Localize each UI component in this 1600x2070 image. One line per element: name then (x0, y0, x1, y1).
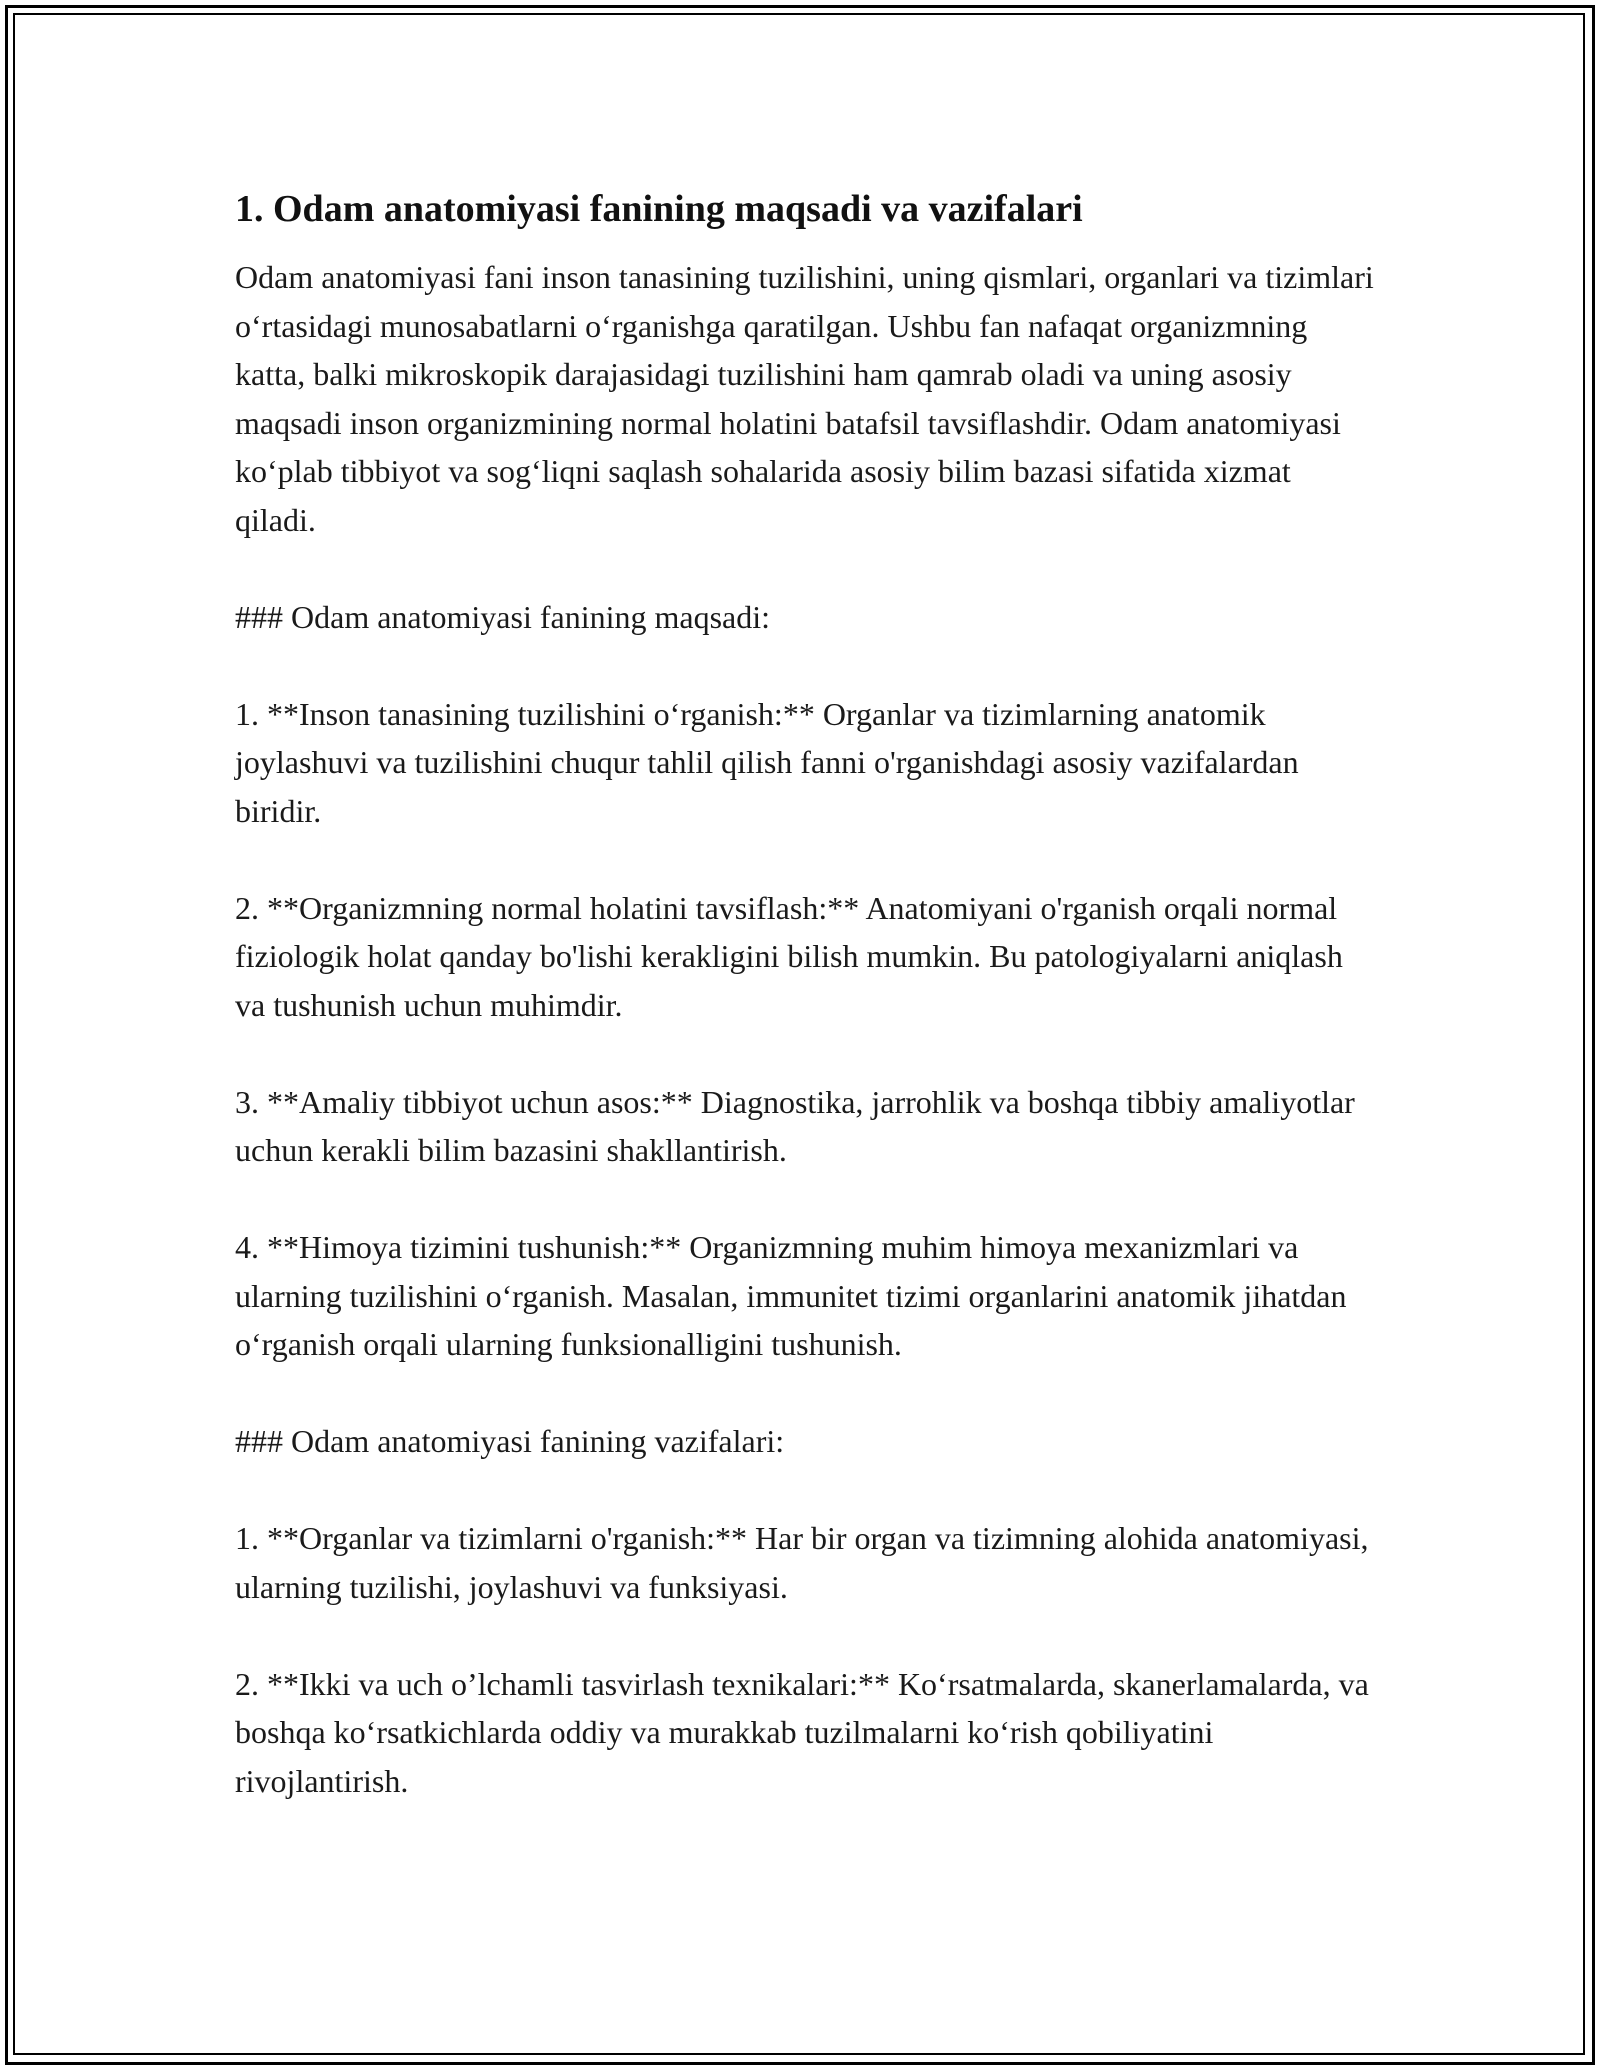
document-title: 1. Odam anatomiyasi fanining maqsadi va vazifalari (235, 188, 1083, 230)
task-item-2: 2. **Ikki va uch o’lchamli tasvirlash texnikalari:** Ko‘rsatmalarda, skanerlamalarda, va boshqa ko‘rsatkichlarda oddiy va murakkab tuzilmalarni ko‘rish qobiliyatini rivojlantirish. (235, 1665, 1369, 1799)
section-heading-tasks: ### Odam anatomiyasi fanining vazifalari: (235, 1423, 785, 1459)
task-item-1: 1. **Organlar va tizimlarni o'rganish:** Har bir organ va tizimning alohida anatomiyasi, ularning tuzilishi, joylashuvi va funksiyasi. (235, 1520, 1369, 1605)
goal-item-4: 4. **Himoya tizimini tushunish:** Organizmning muhim himoya mexanizmlari va ularning tuzilishini o‘rganish. Masalan, immunitet tizimi organlarini anatomik jihatdan o‘rganish orqali ularning funksionalligini tushunish. (235, 1229, 1347, 1362)
goal-item-3: 3. **Amaliy tibbiyot uchun asos:** Diagnostika, jarrohlik va boshqa tibbiy amaliyotlar uchun kerakli bilim bazasini shakllantirish. (235, 1083, 1355, 1168)
goal-item-1: 1. **Inson tanasining tuzilishini o‘rganish:** Organlar va tizimlarning anatomik joylashuvi va tuzilishini chuqur tahlil qilish fanni o'rganishdagi asosiy vazifalardan biridir. (235, 695, 1299, 829)
intro-paragraph: Odam anatomiyasi fani inson tanasining tuzilishini, uning qismlari, organlari va tizimlari o‘rtasidagi munosabatlarni o‘rganishga qaratilgan. Ushbu fan nafaqat organizmning katta, balki mikroskopik darajasidagi tuzilishini ham qamrab oladi va uning asosiy maqsadi inson organizmining normal holatini batafsil tavsiflashdir. Odam anatomiyasi ko‘plab tibbiyot va sog‘liqni saqlash sohalarida asosiy bilim bazasi sifatida xizmat qiladi. (235, 259, 1374, 538)
goal-item-2: 2. **Organizmning normal holatini tavsiflash:** Anatomiyani o'rganish orqali normal fiziologik holat qanday bo'lishi kerakligini bilish mumkin. Bu patologiyalarni aniqlash va tushunish uchun muhimdir. (235, 889, 1343, 1023)
document-body (235, 185, 1375, 1854)
section-heading-goals: ### Odam anatomiyasi fanining maqsadi: (235, 598, 770, 635)
